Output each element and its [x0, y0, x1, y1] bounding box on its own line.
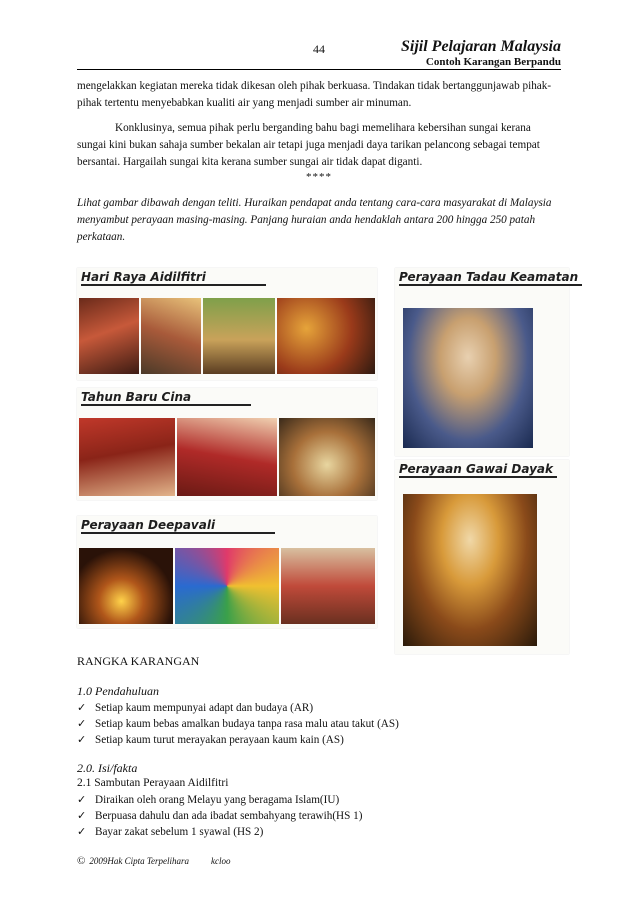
- panel-gawai-dayak: [395, 460, 569, 654]
- content-item: [77, 809, 362, 822]
- paragraph-1: mengelakkan kegiatan mereka tidak dikesan oleh pihak berkuasa. Tindakan tidak bertanggunjawab pihak-pihak tertentu menyebabkan kualiti air yang menjadi sumber air minuman.: [77, 80, 552, 109]
- content-item: [77, 825, 263, 838]
- check-icon: ✓: [77, 793, 87, 806]
- copyright-text: 2009Hak Cipta Terpelihara: [89, 856, 190, 866]
- check-icon: ✓: [77, 733, 87, 746]
- check-icon: ✓: [77, 809, 87, 822]
- content-heading: 2.0. Isi/fakta: [77, 761, 138, 775]
- intro-item: [77, 701, 313, 714]
- header-title: Sijil Pelajaran Malaysia: [400, 38, 561, 55]
- intro-item: [77, 733, 344, 746]
- panel-title-tadau-keamatan: Perayaan Tadau Keamatan: [399, 270, 582, 286]
- intro-item-text: Setiap kaum bebas amalkan budaya tanpa rasa malu atau takut (AS): [95, 718, 399, 730]
- panel-deepavali: [77, 516, 377, 628]
- intro-item: [77, 717, 399, 730]
- outline-heading: RANGKA KARANGAN: [77, 654, 200, 668]
- check-icon: ✓: [77, 717, 87, 730]
- intro-item-text: Setiap kaum mempunyai adapt dan budaya (AR): [95, 702, 314, 714]
- intro-item-text: Setiap kaum turut merayakan perayaan kaum kain (AS): [95, 734, 344, 746]
- header-rule: [77, 69, 561, 70]
- photo-hari-raya-family: [79, 298, 139, 374]
- panel-title-tahun-baru-cina: Tahun Baru Cina: [81, 390, 251, 406]
- paragraph-2: [77, 120, 561, 171]
- panel-title-gawai-dayak: Perayaan Gawai Dayak: [399, 462, 557, 478]
- content-item: [77, 793, 339, 806]
- header-subtitle: Contoh Karangan Berpandu: [425, 56, 561, 68]
- content-item-text: Diraikan oleh orang Melayu yang beragama Islam(IU): [95, 794, 340, 806]
- paragraph-2-text: Konklusinya, semua pihak perlu berganding bahu bagi memelihara kebersihan sungai kerana sungai kini bukan sahaja sumber bekalan air tetapi juga menjadi daya tarikan pelancong sebagai tempat bersantai. Hargailah sungai kita kerana sumber sungai air tidak dapat diganti.: [77, 122, 540, 168]
- photo-deepavali-lamp: [79, 548, 173, 624]
- intro-heading: 1.0 Pendahuluan: [77, 684, 159, 698]
- photo-hari-raya-food: [277, 298, 375, 374]
- instruction: Lihat gambar dibawah dengan teliti. Huraikan pendapat anda tentang cara-cara masyarakat di Malaysia menyambut perayaan masing-masing. Panjang huraian anda hendaklah antara 200 hingga 250 patah perkataan.: [77, 197, 552, 243]
- check-icon: ✓: [77, 825, 87, 838]
- photo-cny-yee-sang: [279, 418, 375, 496]
- photo-hari-raya-house: [203, 298, 275, 374]
- content-subheading: 2.1 Sambutan Perayaan Aidilfitri: [77, 777, 229, 789]
- photo-tadau-keamatan-dancer: [403, 308, 533, 448]
- festival-collage: [77, 268, 579, 654]
- page-number: 44: [313, 42, 325, 56]
- content-item-text: Bayar zakat sebelum 1 syawal (HS 2): [95, 826, 264, 838]
- panel-tahun-baru-cina: [77, 388, 377, 500]
- photo-cny-family: [79, 418, 175, 496]
- page-footer: [77, 855, 231, 867]
- photo-deepavali-family: [281, 548, 375, 624]
- copyright-icon: ©: [77, 855, 86, 867]
- separator: ****: [306, 171, 332, 183]
- content-item-text: Berpuasa dahulu dan ada ibadat sembahyang terawih(HS 1): [95, 810, 363, 822]
- author: kcloo: [211, 856, 231, 866]
- photo-gawai-dayak-dancer: [403, 494, 537, 646]
- panel-title-deepavali: Perayaan Deepavali: [81, 518, 275, 534]
- photo-cny-dinner: [177, 418, 277, 496]
- page-header: [77, 36, 561, 70]
- photo-hari-raya-greeting: [141, 298, 201, 374]
- panel-hari-raya: [77, 268, 377, 380]
- panel-tadau-keamatan: [395, 268, 579, 456]
- check-icon: ✓: [77, 701, 87, 714]
- photo-deepavali-kolam: [175, 548, 279, 624]
- panel-title-hari-raya: Hari Raya Aidilfitri: [81, 270, 266, 286]
